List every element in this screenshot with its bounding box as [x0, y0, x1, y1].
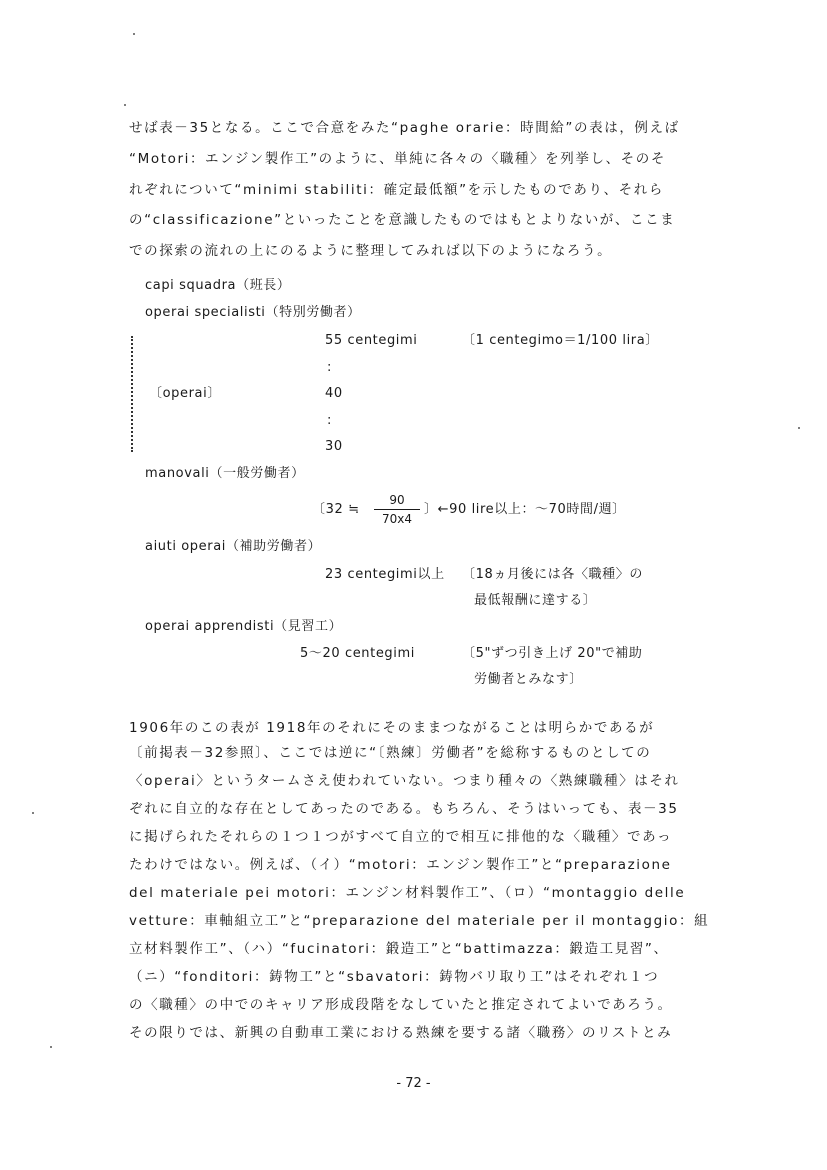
operai-label: 〔operai〕 — [149, 386, 221, 401]
paragraph-2-line-11: の〈職種〉の中でのキャリア形成段階をなしていたと推定されてよいであろう。 — [129, 997, 673, 1013]
paragraph-2-line-4: ぞれに自立的な存在としてあったのである。もちろん、そうはいっても、表－35 — [129, 801, 679, 817]
page-number: - 72 - — [396, 1076, 431, 1091]
operai-brace — [131, 336, 139, 452]
paragraph-2-line-3: 〈operai〉というタームさえ使われていない。つまり種々の〈熟練職種〉はそれ — [129, 773, 680, 789]
scan-speck — [798, 427, 800, 429]
fraction-denominator: 70x4 — [381, 512, 412, 526]
paragraph-2-line-12: その限りでは、新興の自動車工業における熟練を要する諸〈職務〉のリストとみ — [129, 1025, 673, 1041]
paragraph-1-line-3: れぞれについて“minimi stabiliti：確定最低額”を示したものであり、それら — [129, 182, 664, 198]
aiuti-note-1: 〔18ヵ月後には各〈職種〉の — [462, 567, 643, 582]
aiuti-note-2: 最低報酬に達する〕 — [474, 593, 597, 608]
paragraph-2-line-8: vetture：車軸組立工”と“preparazione del materiale per il montaggio：組 — [129, 913, 710, 929]
apprendisti-note-1: 〔5"ずつ引き上げ 20"で補助 — [462, 646, 643, 661]
aiuti-operai-label: aiuti operai（補助労働者） — [145, 539, 322, 554]
formula-right: 〕←90 lire以上：～70時間/週〕 — [424, 502, 626, 517]
paragraph-1-line-5: での探索の流れの上にのるように整理してみれば以下のようになろう。 — [129, 243, 613, 259]
paragraph-2-line-9: 立材料製作工”、（ハ）“fucinatori：鍛造工”と“battimazza：鍛造工見習”、 — [129, 941, 669, 957]
capi-squadra-label: capi squadra（班長） — [145, 278, 291, 293]
rate-aiuti: 23 centegimi以上 — [325, 567, 445, 582]
paragraph-2-line-10: （ニ）“fonditori：鋳物工”と“sbavatori：鋳物バリ取り工”はそれぞれ１つ — [129, 969, 660, 985]
fraction-numerator: 90 — [374, 492, 420, 510]
rate-30: 30 — [325, 439, 343, 454]
operai-apprendisti-label: operai apprendisti（見習工） — [145, 619, 343, 634]
paragraph-2-line-2: 〔前掲表－32参照〕、ここでは逆に“〔熟練〕労働者”を総称するものとしての — [129, 745, 652, 761]
paragraph-1-line-2: “Motori：エンジン製作工”のように、単純に各々の〈職種〉を列挙し、そのそ — [129, 151, 666, 167]
fraction — [374, 492, 420, 527]
apprendisti-note-2: 労働者とみなす〕 — [474, 672, 583, 687]
rate-40: 40 — [325, 386, 343, 401]
ellipsis-1: : — [327, 360, 332, 375]
scan-speck — [32, 812, 34, 814]
paragraph-2-line-6: たわけではない。例えば、（イ）“motori：エンジン製作工”と“preparazione — [129, 857, 672, 873]
scan-speck — [133, 33, 135, 35]
ellipsis-2: : — [327, 413, 332, 428]
paragraph-2-line-1: 1906年のこの表が 1918年のそれにそのままつながることは明らかであるが — [129, 720, 655, 736]
scan-speck — [50, 1046, 52, 1048]
rate-55: 55 centegimi — [325, 333, 418, 348]
paragraph-1-line-1: せば表－35となる。ここで合意をみた“paghe orarie：時間給”の表は，例えば — [129, 120, 680, 136]
centegimo-note: 〔1 centegimo＝1/100 lira〕 — [462, 333, 659, 348]
paragraph-2-line-5: に掲げられたそれらの１つ１つがすべて自立的で相互に排他的な〈職種〉であっ — [129, 829, 673, 845]
operai-specialisti-label: operai specialisti（特別労働者） — [145, 305, 361, 320]
scan-speck — [124, 104, 126, 106]
paragraph-1-line-4: の“classificazione”といったことを意識したものではもとよりないが、ここま — [129, 212, 676, 228]
manovali-label: manovali（一般労働者） — [145, 466, 305, 481]
rate-apprendisti: 5～20 centegimi — [300, 646, 415, 661]
formula-left: 〔32 ≒ — [312, 502, 360, 517]
paragraph-2-line-7: del materiale pei motori：エンジン材料製作工”、（ロ）“montaggio delle — [129, 885, 686, 901]
